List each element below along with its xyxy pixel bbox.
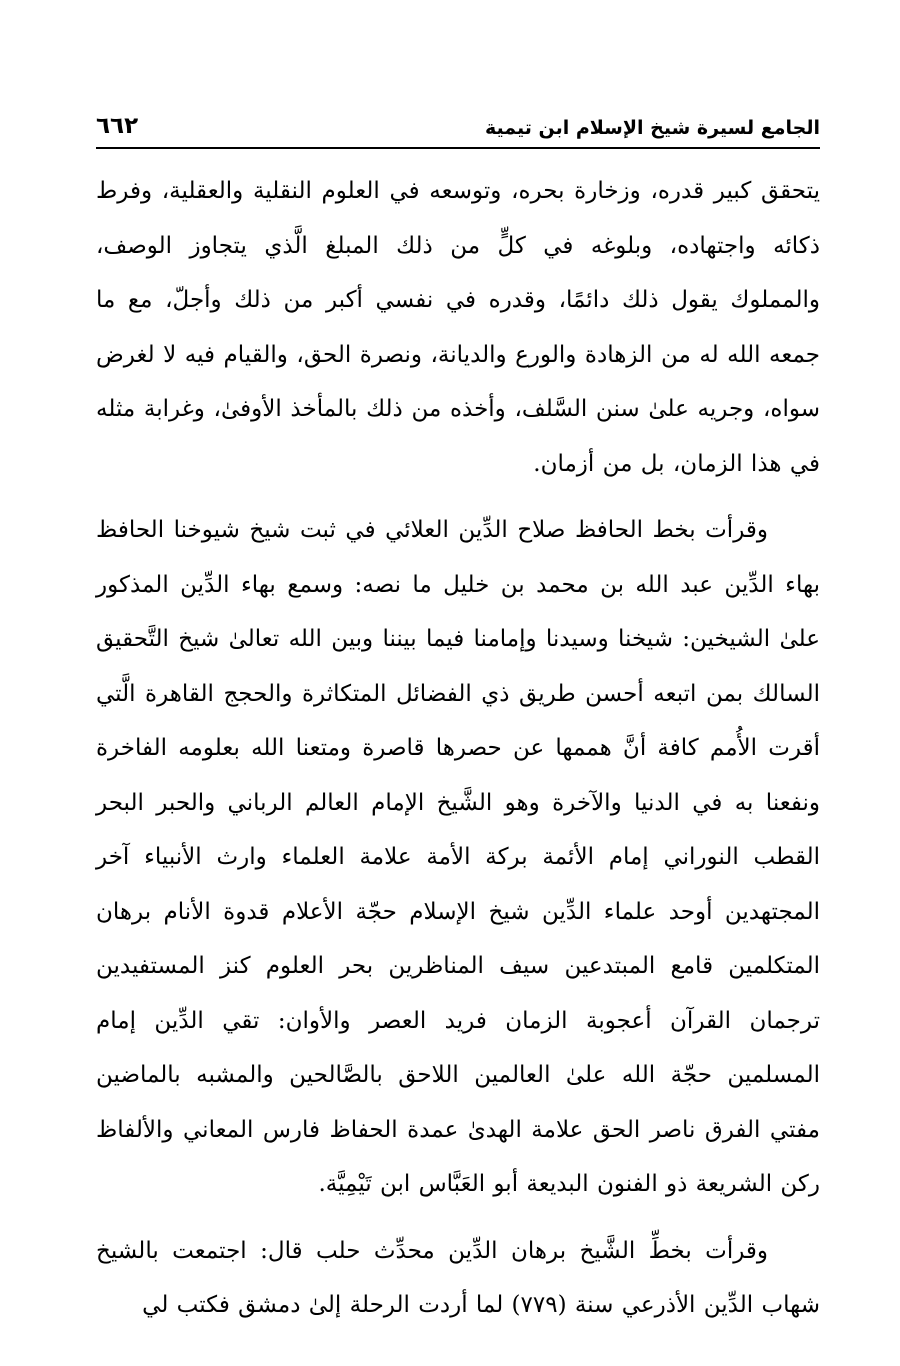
page-number: ٦٦٢ <box>96 113 139 139</box>
paragraph-2: وقرأت بخط الحافظ صلاح الدِّين العلائي في ثبت شيخ شيوخنا الحافظ بهاء الدِّين عبد الله بن محمد بن خليل ما نصه: وسمع بهاء الدِّين المذكور علىٰ الشيخين: شيخنا وسيدنا وإمامنا فيما بيننا وبين الله تعالىٰ شيخ التَّحقيق السالك بمن اتبعه أحسن طريق ذي الفضائل المتكاثرة والحجج القاهرة الَّتي أقرت الأُمم كافة أنَّ هممها عن حصرها قاصرة ومتعنا الله بعلومه الفاخرة ونفعنا به في الدنيا والآخرة وهو الشَّيخ الإمام العالم الرباني والحبر البحر القطب النوراني إمام الأئمة بركة الأمة علامة العلماء وارث الأنبياء آخر المجتهدين أوحد علماء الدِّين شيخ الإسلام حجّة الأعلام قدوة الأنام برهان المتكلمين قامع المبتدعين سيف المناظرين بحر العلوم كنز المستفيدين ترجمان القرآن أعجوبة الزمان فريد العصر والأوان: تقي الدِّين إمام المسلمين حجّة الله علىٰ العالمين اللاحق بالصَّالحين والمشبه بالماضين مفتي الفرق ناصر الحق علامة الهدىٰ عمدة الحفاظ فارس المعاني والألفاظ ركن الشريعة ذو الفنون البديعة أبو العَبَّاس ابن تَيْمِيَّة. <box>96 517 820 1197</box>
body-text <box>96 164 820 1333</box>
paragraph-3: وقرأت بخطِّ الشَّيخ برهان الدِّين محدِّث حلب قال: اجتمعت بالشيخ شهاب الدِّين الأذرعي سنة (٧٧٩) لما أردت الرحلة إلىٰ دمشق فكتب لي <box>96 1237 820 1318</box>
running-header <box>96 112 820 146</box>
header-divider <box>96 147 820 149</box>
paragraph-1: يتحقق كبير قدره، وزخارة بحره، وتوسعه في العلوم النقلية والعقلية، وفرط ذكائه واجتهاده، وبلوغه في كلٍّ من ذلك المبلغ الَّذي يتجاوز الوصف، والمملوك يقول ذلك دائمًا، وقدره في نفسي أكبر من ذلك وأجلّ، مع ما جمعه الله له من الزهادة والورع والديانة، ونصرة الحق، والقيام فيه لا لغرض سواه، وجريه علىٰ سنن السَّلف، وأخذه من ذلك بالمأخذ الأوفىٰ، وغرابة مثله في هذا الزمان، بل من أزمان. <box>96 178 820 477</box>
book-title: الجامع لسيرة شيخ الإسلام ابن تيمية <box>484 117 820 139</box>
